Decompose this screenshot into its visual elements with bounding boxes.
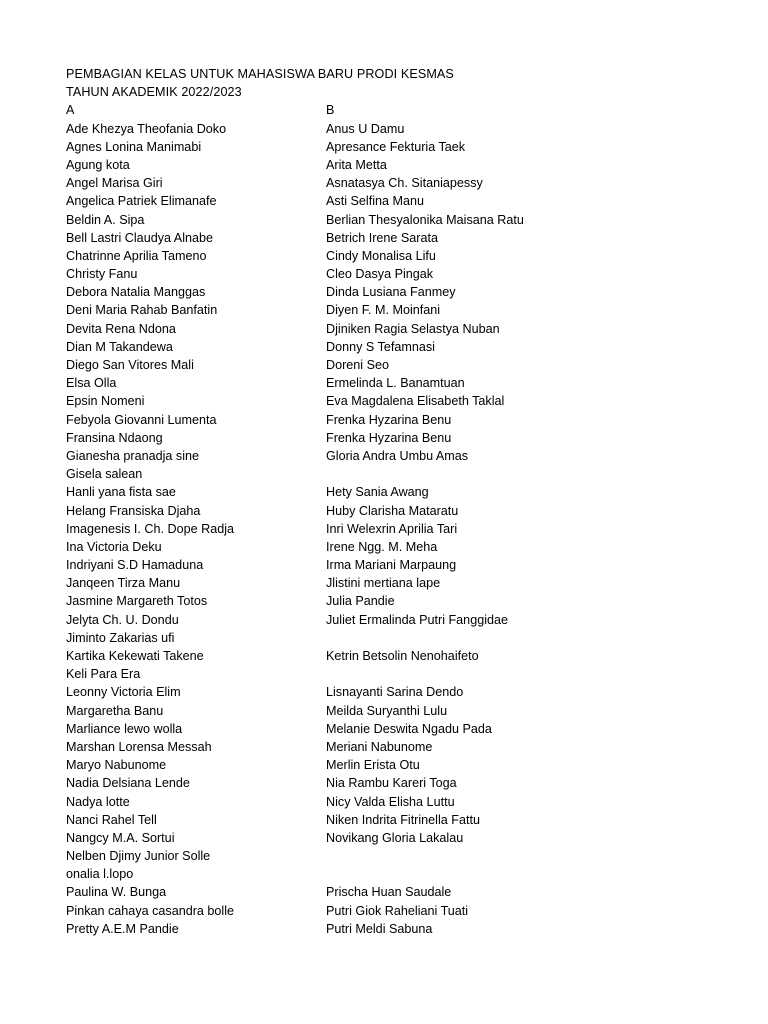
- class-a-student-name: Gianesha pranadja sine: [66, 448, 200, 463]
- student-row: [66, 138, 726, 156]
- class-b-student-name: Ermelinda L. Banamtuan: [326, 376, 465, 391]
- class-a-student-name: Margaretha Banu: [66, 703, 164, 718]
- class-a-student-name: Jasmine Margareth Totos: [66, 594, 208, 609]
- class-a-student-name: Nangcy M.A. Sortui: [66, 830, 175, 845]
- class-a-student-name: Deni Maria Rahab Banfatin: [66, 303, 218, 318]
- student-row: [66, 702, 726, 720]
- student-row: [66, 411, 726, 429]
- student-row: [66, 174, 726, 192]
- class-b-student-name: Djiniken Ragia Selastya Nuban: [326, 321, 500, 336]
- student-row: [66, 847, 726, 865]
- student-row: [66, 120, 726, 138]
- class-a-student-name: Paulina W. Bunga: [66, 885, 167, 900]
- class-a-student-name: Imagenesis I. Ch. Dope Radja: [66, 521, 235, 536]
- class-a-student-name: Keli Para Era: [66, 667, 141, 682]
- student-row: [66, 229, 726, 247]
- class-b-student-name: Asti Selfina Manu: [326, 194, 425, 209]
- class-b-student-name: Betrich Irene Sarata: [326, 230, 439, 245]
- student-row: [66, 374, 726, 392]
- class-b-student-name: [326, 465, 726, 483]
- class-a-student-name: Nanci Rahel Tell: [66, 812, 157, 827]
- class-a-student-name: Helang Fransiska Djaha: [66, 503, 201, 518]
- student-row: [66, 902, 726, 920]
- student-row: [66, 611, 726, 629]
- class-b-student-name: Melanie Deswita Ngadu Pada: [326, 721, 492, 736]
- student-row: [66, 756, 726, 774]
- student-row: [66, 502, 726, 520]
- student-row: [66, 920, 726, 938]
- class-b-student-name: Anus U Damu: [326, 121, 405, 136]
- student-row: [66, 211, 726, 229]
- class-b-student-name: Prischa Huan Saudale: [326, 885, 452, 900]
- class-b-student-name: Cindy Monalisa Lifu: [326, 248, 436, 263]
- class-a-student-name: Fransina Ndaong: [66, 430, 163, 445]
- class-b-student-name: Huby Clarisha Mataratu: [326, 503, 459, 518]
- class-b-student-name: Jlistini mertiana lape: [326, 576, 441, 591]
- class-a-student-name: Chatrinne Aprilia Tameno: [66, 248, 207, 263]
- class-b-student-name: Nicy Valda Elisha Luttu: [326, 794, 455, 809]
- class-b-student-name: Meriani Nabunome: [326, 739, 433, 754]
- class-a-student-name: Angelica Patriek Elimanafe: [66, 194, 217, 209]
- class-b-student-name: Diyen F. M. Moinfani: [326, 303, 441, 318]
- class-b-student-name: Merlin Erista Otu: [326, 758, 420, 773]
- student-row: [66, 520, 726, 538]
- class-a-student-name: Epsin Nomeni: [66, 394, 145, 409]
- class-b-student-name: Donny S Tefamnasi: [326, 339, 435, 354]
- class-a-student-name: Gisela salean: [66, 467, 143, 482]
- class-a-student-name: Kartika Kekewati Takene: [66, 649, 204, 663]
- class-b-student-name: [326, 665, 726, 683]
- column-headers: [66, 101, 726, 119]
- student-row: [66, 301, 726, 319]
- class-a-student-name: Marliance lewo wolla: [66, 721, 183, 736]
- student-row: [66, 156, 726, 174]
- class-b-student-name: Ketrin Betsolin Nenohaifeto: [326, 649, 479, 663]
- class-b-student-name: Eva Magdalena Elisabeth Taklal: [326, 394, 505, 409]
- student-row: [66, 320, 726, 338]
- student-row: [66, 356, 726, 374]
- class-a-student-name: Agung kota: [66, 157, 130, 172]
- class-b-student-name: [326, 847, 726, 865]
- student-row: [66, 811, 726, 829]
- class-b-student-name: Doreni Seo: [326, 358, 390, 372]
- class-a-student-name: Pinkan cahaya casandra bolle: [66, 903, 235, 918]
- student-row: [66, 629, 726, 647]
- class-a-student-name: Christy Fanu: [66, 267, 138, 282]
- class-b-student-name: Frenka Hyzarina Benu: [326, 412, 452, 427]
- class-b-student-name: Arita Metta: [326, 157, 387, 172]
- student-row: [66, 283, 726, 301]
- student-row: [66, 720, 726, 738]
- class-division-document: [66, 65, 726, 938]
- student-row: [66, 865, 726, 883]
- student-row: [66, 647, 726, 665]
- document-title: PEMBAGIAN KELAS UNTUK MAHASISWA BARU PRODI KESMAS: [66, 67, 454, 81]
- class-b-student-name: Julia Pandie: [326, 594, 395, 609]
- class-a-student-name: Hanli yana fista sae: [66, 485, 176, 500]
- student-row: [66, 574, 726, 592]
- class-b-student-name: Cleo Dasya Pingak: [326, 267, 434, 282]
- class-a-student-name: Diego San Vitores Mali: [66, 358, 194, 372]
- class-a-student-name: onalia l.lopo: [66, 867, 134, 882]
- student-row: [66, 483, 726, 501]
- class-b-student-name: Putri Meldi Sabuna: [326, 921, 433, 936]
- student-row: [66, 447, 726, 465]
- student-row: [66, 192, 726, 210]
- student-row: [66, 556, 726, 574]
- student-row: [66, 793, 726, 811]
- class-a-student-name: Jelyta Ch. U. Dondu: [66, 612, 179, 627]
- class-a-student-name: Jiminto Zakarias ufi: [66, 630, 175, 645]
- class-a-student-name: Indriyani S.D Hamaduna: [66, 558, 204, 573]
- class-b-student-name: Inri Welexrin Aprilia Tari: [326, 521, 458, 536]
- class-a-student-name: Beldin A. Sipa: [66, 212, 145, 227]
- column-a-header: A: [66, 103, 75, 118]
- class-b-student-name: Irene Ngg. M. Meha: [326, 539, 438, 554]
- class-a-student-name: Devita Rena Ndona: [66, 321, 176, 336]
- class-b-student-name: Meilda Suryanthi Lulu: [326, 703, 448, 718]
- class-a-student-name: Debora Natalia Manggas: [66, 285, 206, 300]
- class-a-student-name: Elsa Olla: [66, 376, 117, 391]
- class-a-student-name: Agnes Lonina Manimabi: [66, 139, 202, 154]
- class-b-student-name: Dinda Lusiana Fanmey: [326, 285, 456, 300]
- class-b-student-name: Nia Rambu Kareri Toga: [326, 776, 457, 791]
- class-b-student-name: Asnatasya Ch. Sitaniapessy: [326, 176, 483, 191]
- student-row: [66, 338, 726, 356]
- class-a-student-name: Nelben Djimy Junior Solle: [66, 849, 211, 864]
- class-a-student-name: Maryo Nabunome: [66, 758, 167, 773]
- class-b-student-name: Putri Giok Raheliani Tuati: [326, 903, 469, 918]
- student-row: [66, 465, 726, 483]
- class-a-student-name: Angel Marisa Giri: [66, 176, 163, 191]
- class-a-student-name: Ina Victoria Deku: [66, 539, 162, 554]
- class-a-student-name: Dian M Takandewa: [66, 339, 173, 354]
- student-row: [66, 683, 726, 701]
- class-b-student-name: Hety Sania Awang: [326, 485, 429, 500]
- student-list: [66, 120, 726, 938]
- class-b-student-name: Frenka Hyzarina Benu: [326, 430, 452, 445]
- student-row: [66, 829, 726, 847]
- student-row: [66, 247, 726, 265]
- student-row: [66, 738, 726, 756]
- class-a-student-name: Pretty A.E.M Pandie: [66, 921, 179, 936]
- class-b-student-name: [326, 865, 726, 883]
- class-b-student-name: Irma Mariani Marpaung: [326, 558, 457, 573]
- class-b-student-name: Juliet Ermalinda Putri Fanggidae: [326, 612, 509, 627]
- class-b-student-name: Novikang Gloria Lakalau: [326, 830, 464, 845]
- student-row: [66, 665, 726, 683]
- class-b-student-name: Apresance Fekturia Taek: [326, 139, 466, 154]
- student-row: [66, 883, 726, 901]
- class-a-student-name: Marshan Lorensa Messah: [66, 739, 212, 754]
- class-a-student-name: Nadya lotte: [66, 794, 130, 809]
- class-a-student-name: Bell Lastri Claudya Alnabe: [66, 230, 214, 245]
- class-a-student-name: Leonny Victoria Elim: [66, 685, 181, 700]
- class-b-student-name: Lisnayanti Sarina Dendo: [326, 685, 464, 700]
- column-b-header: B: [326, 103, 335, 118]
- class-b-student-name: Niken Indrita Fitrinella Fattu: [326, 812, 480, 827]
- class-a-student-name: Janqeen Tirza Manu: [66, 576, 181, 591]
- student-row: [66, 265, 726, 283]
- academic-year: TAHUN AKADEMIK 2022/2023: [66, 85, 242, 100]
- class-a-student-name: Nadia Delsiana Lende: [66, 776, 190, 791]
- student-row: [66, 392, 726, 410]
- class-b-student-name: Berlian Thesyalonika Maisana Ratu: [326, 212, 524, 227]
- student-row: [66, 774, 726, 792]
- student-row: [66, 592, 726, 610]
- class-a-student-name: Ade Khezya Theofania Doko: [66, 121, 227, 136]
- class-a-student-name: Febyola Giovanni Lumenta: [66, 412, 217, 427]
- student-row: [66, 429, 726, 447]
- class-b-student-name: Gloria Andra Umbu Amas: [326, 448, 469, 463]
- student-row: [66, 538, 726, 556]
- class-b-student-name: [326, 629, 726, 647]
